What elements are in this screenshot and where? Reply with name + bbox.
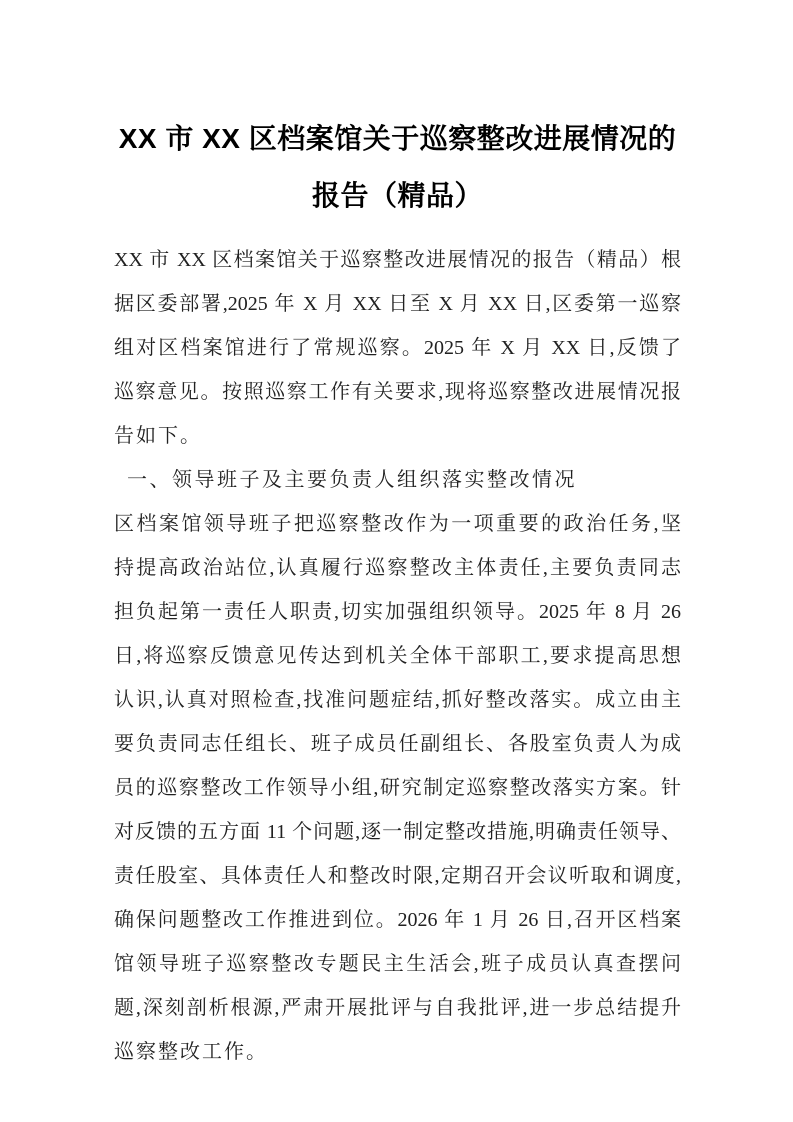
title-line-1: XX 市 XX 区档案馆关于巡察整改进展情况的 xyxy=(118,123,677,154)
text-line: 员的巡察整改工作领导小组,研究制定巡察整改落实方案。针 xyxy=(114,777,681,799)
text-line: 馆领导班子巡察整改专题民主生活会,班子成员认真查摆问 xyxy=(114,953,681,975)
text-line: 题,深刻剖析根源,严肃开展批评与自我批评,进一步总结提升 xyxy=(114,997,681,1019)
text-line: 确保问题整改工作推进到位。2026 年 1 月 26 日,召开区档案 xyxy=(114,909,681,931)
document-title xyxy=(114,110,681,224)
document-body xyxy=(114,238,681,1074)
section-heading-1: 一、领导班子及主要负责人组织落实整改情况 xyxy=(127,469,577,491)
text-line: 组对区档案馆进行了常规巡察。2025 年 X 月 XX 日,反馈了 xyxy=(114,337,681,359)
text-line: 告如下。 xyxy=(114,425,202,447)
text-line: 担负起第一责任人职责,切实加强组织领导。2025 年 8 月 26 xyxy=(114,601,681,623)
text-line: 认识,认真对照检查,找准问题症结,抓好整改落实。成立由主 xyxy=(114,689,681,711)
text-line: 日,将巡察反馈意见传达到机关全体干部职工,要求提高思想 xyxy=(114,645,681,667)
text-line: 巡察整改工作。 xyxy=(114,1041,268,1063)
text-line: 对反馈的五方面 11 个问题,逐一制定整改措施,明确责任领导、 xyxy=(114,821,681,843)
title-line-2: 报告（精品） xyxy=(311,180,483,211)
text-line: 区档案馆领导班子把巡察整改作为一项重要的政治任务,坚 xyxy=(114,513,681,535)
text-line: 要负责同志任组长、班子成员任副组长、各股室负责人为成 xyxy=(114,733,681,755)
text-line: 持提高政治站位,认真履行巡察整改主体责任,主要负责同志 xyxy=(114,557,681,579)
text-line: 巡察意见。按照巡察工作有关要求,现将巡察整改进展情况报 xyxy=(114,381,681,403)
text-line: XX 市 XX 区档案馆关于巡察整改进展情况的报告（精品）根 xyxy=(114,249,681,271)
text-line: 据区委部署,2025 年 X 月 XX 日至 X 月 XX 日,区委第一巡察 xyxy=(114,293,681,315)
text-line: 责任股室、具体责任人和整改时限,定期召开会议听取和调度, xyxy=(114,865,681,887)
